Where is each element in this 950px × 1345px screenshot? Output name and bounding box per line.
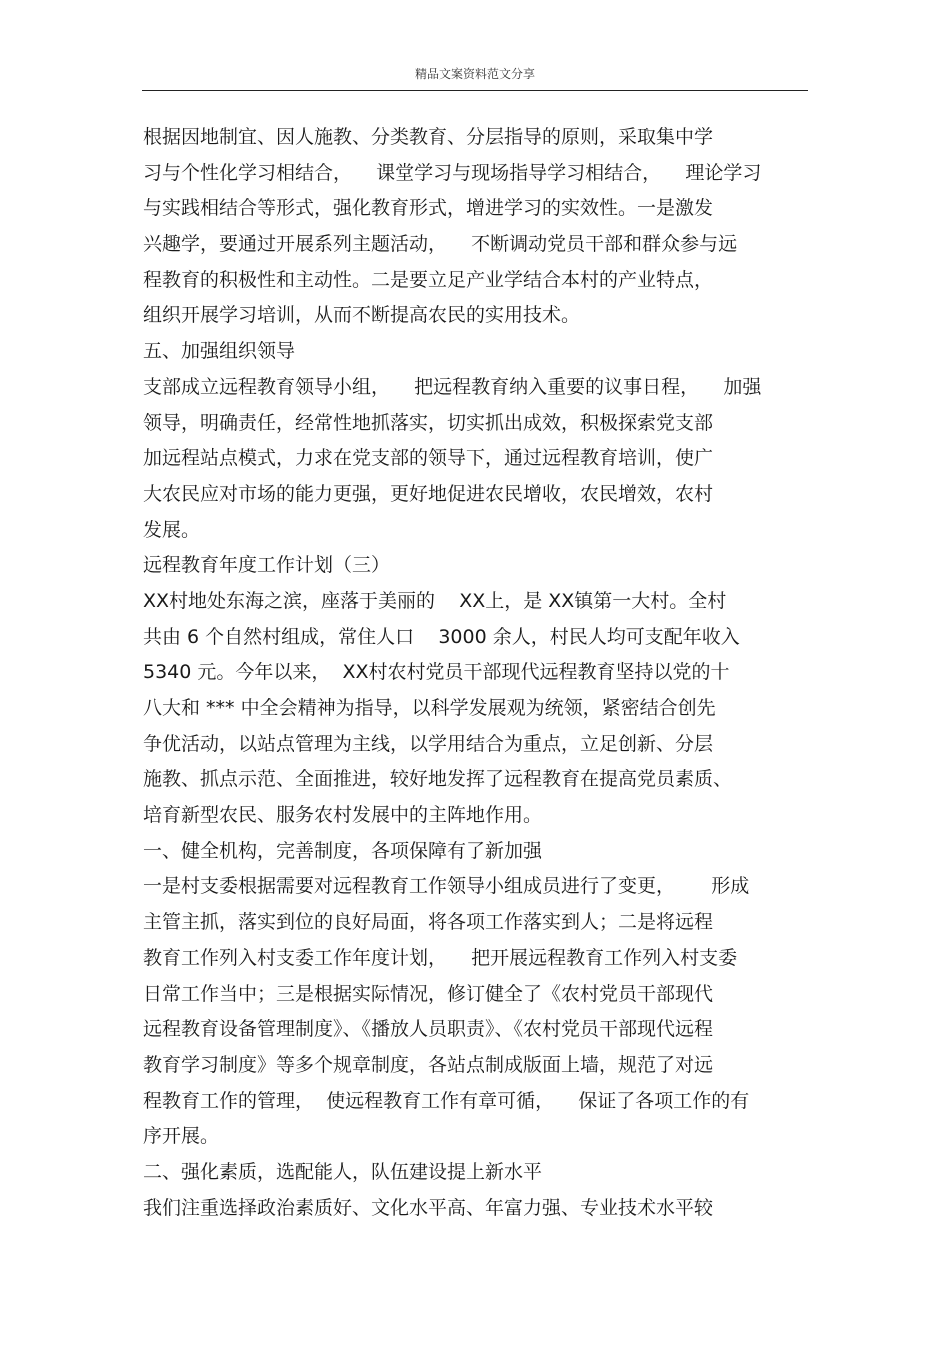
page-header-title: 精品文案资料范文分享: [414, 67, 535, 81]
section-heading: 二、强化素质，选配能人，队伍建设提上新水平: [143, 1160, 543, 1183]
text-line: 争优活动，以站点管理为主线，以学用结合为重点，立足创新、分层: [143, 732, 714, 755]
text-line: 日常工作当中；三是根据实际情况，修订健全了《农村党员干部现代: [143, 982, 714, 1005]
text-line: 根据因地制宜、因人施教、分类教育、分层指导的原则，采取集中学: [143, 126, 714, 148]
document-body: [143, 120, 813, 1226]
text-line: 共由 6 个自然村组成，常住人口 3000 余人，村民人均可支配年收入: [143, 625, 740, 648]
text-line: 组织开展学习培训，从而不断提高农民的实用技术。: [143, 304, 581, 327]
text-line: 培育新型农民、服务农村发展中的主阵地作用。: [143, 804, 543, 827]
document-subtitle: 远程教育年度工作计划（三）: [143, 554, 391, 577]
text-line: 远程教育设备管理制度》、《播放人员职责》、《农村党员干部现代远程: [143, 1018, 714, 1041]
text-line: 施教、抓点示范、全面推进，较好地发挥了远程教育在提高党员素质、: [143, 768, 733, 791]
text-line: 大农民应对市场的能力更强，更好地促进农民增收，农民增效，农村: [143, 482, 714, 505]
text-line: 程教育的积极性和主动性。二是要立足产业学结合本村的产业特点，: [143, 268, 714, 291]
text-line: 兴趣学，要通过开展系列主题活动， 不断调动党员干部和群众参与远: [143, 233, 738, 256]
text-line: 发展。: [143, 518, 201, 541]
text-line: 习与个性化学习相结合， 课堂学习与现场指导学习相结合， 理论学习: [143, 161, 762, 184]
text-line: 主管主抓，落实到位的良好局面，将各项工作落实到人；二是将远程: [143, 911, 714, 934]
text-line: 支部成立远程教育领导小组， 把远程教育纳入重要的议事日程， 加强: [143, 375, 762, 398]
text-line: 序开展。: [143, 1125, 220, 1148]
text-line: 5340 元。今年以来， XX村农村党员干部现代远程教育坚持以党的十: [143, 661, 730, 684]
text-line: 八大和 *** 中全会精神为指导，以科学发展观为统领，紧密结合创先: [143, 697, 716, 719]
text-line: 加远程站点模式，力求在党支部的领导下，通过远程教育培训，使广: [143, 447, 714, 470]
section-heading: 一、健全机构，完善制度，各项保障有了新加强: [143, 839, 543, 862]
text-line: 与实践相结合等形式，强化教育形式，增进学习的实效性。一是激发: [143, 197, 714, 220]
text-line: 程教育工作的管理， 使远程教育工作有章可循， 保证了各项工作的有: [143, 1089, 750, 1112]
header-divider: [142, 90, 808, 91]
text-line: 我们注重选择政治素质好、文化水平高、年富力强、专业技术水平较: [143, 1196, 714, 1219]
text-line: XX村地处东海之滨，座落于美丽的 XX上，是 XX镇第一大村。全村: [143, 589, 727, 612]
text-line: 一是村支委根据需要对远程教育工作领导小组成员进行了变更， 形成: [143, 875, 750, 898]
text-line: 领导，明确责任，经常性地抓落实，切实抓出成效，积极探索党支部: [143, 411, 714, 434]
text-line: 教育工作列入村支委工作年度计划， 把开展远程教育工作列入村支委: [143, 946, 738, 969]
text-line: 教育学习制度》等多个规章制度，各站点制成版面上墙，规范了对远: [143, 1053, 714, 1076]
section-heading: 五、加强组织领导: [143, 340, 296, 363]
